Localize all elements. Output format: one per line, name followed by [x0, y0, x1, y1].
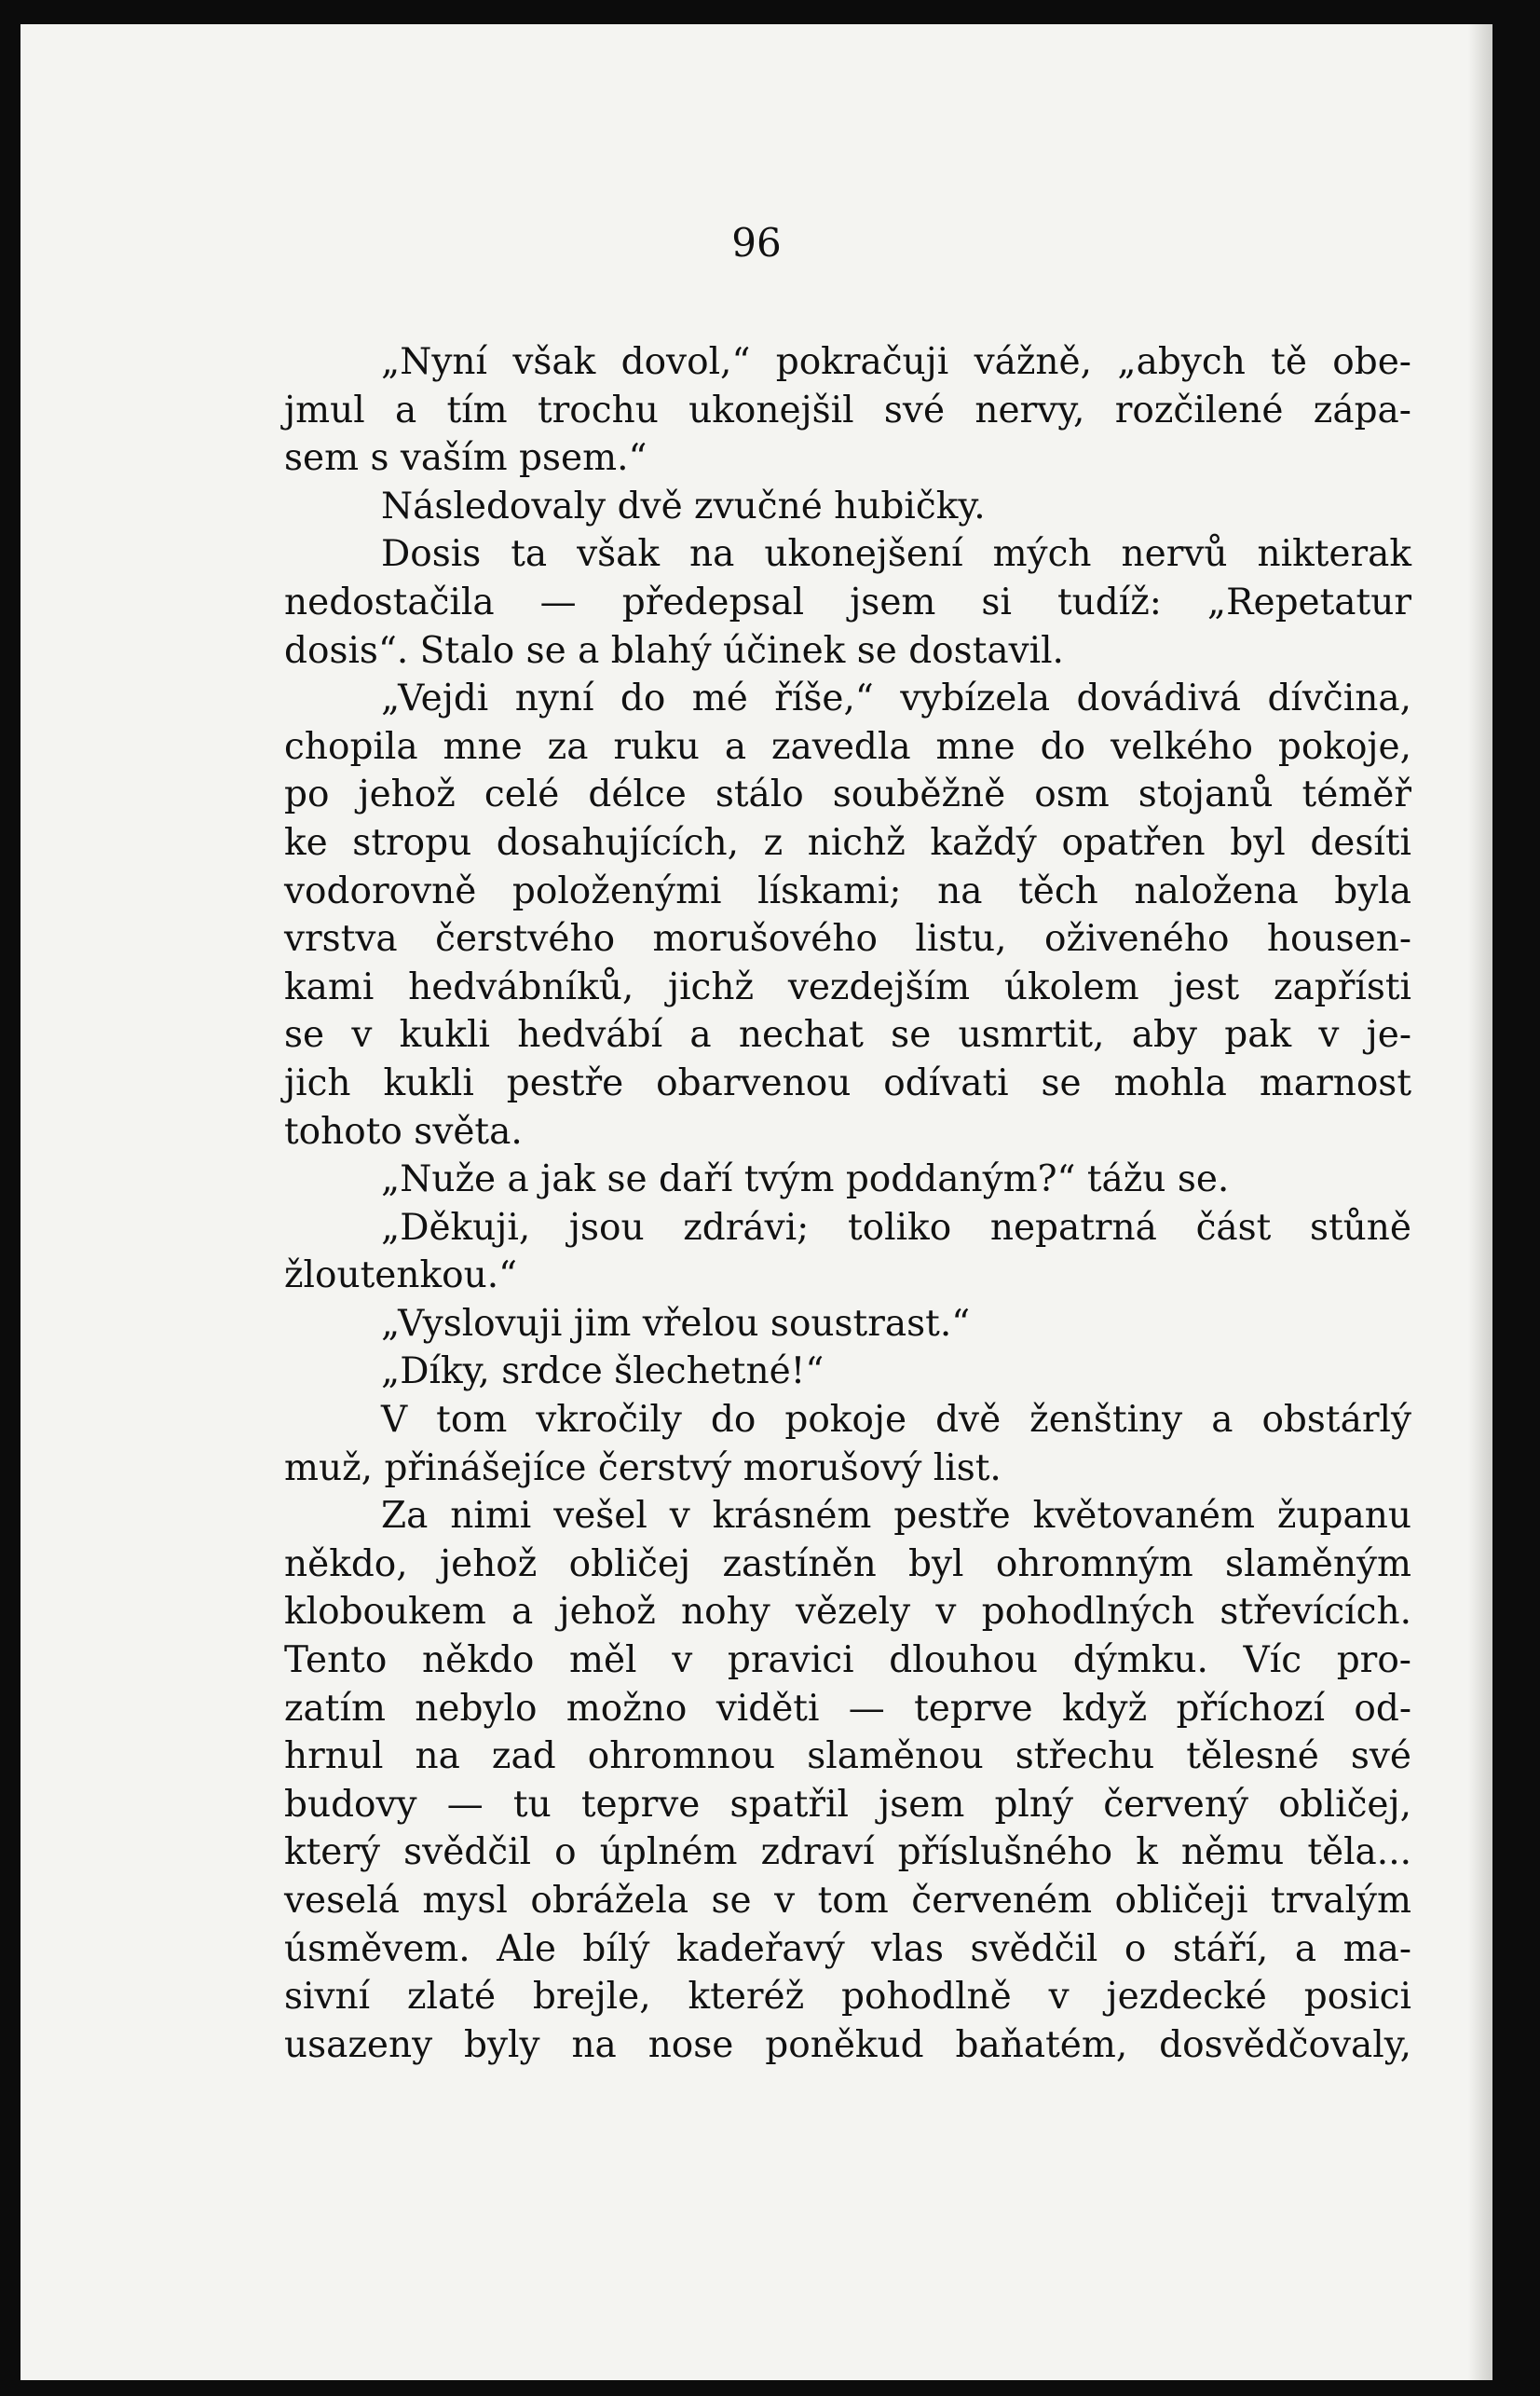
text-line: V tom vkročily do pokoje dvě ženštiny a obstárlý: [381, 1399, 1411, 1442]
text-line: sivní zlaté brejle, kteréž pohodlně v jezdecké posici: [284, 1976, 1411, 2019]
text-line: Tento někdo měl v pravici dlouhou dýmku. Víc pro-: [284, 1639, 1411, 1682]
text-line: po jehož celé délce stálo souběžně osm stojanů téměř: [284, 774, 1411, 816]
text-line: chopila mne za ruku a zavedla mne do velkého pokoje,: [284, 725, 1411, 768]
text-line: hrnul na zad ohromnou slaměnou střechu tělesné své: [284, 1735, 1411, 1778]
text-line: Za nimi vešel v krásném pestře květovaném županu: [381, 1495, 1411, 1538]
text-line: jmul a tím trochu ukonejšil své nervy, rozčilené zápa-: [284, 389, 1411, 431]
text-line: muž, přinášejíce čerstvý morušový list.: [284, 1446, 1002, 1489]
text-line: úsměvem. Ale bílý kadeřavý vlas svědčil o stáří, a ma-: [284, 1927, 1411, 1970]
text-line: zatím nebylo možno viděti — teprve když příchozí od-: [284, 1687, 1411, 1730]
text-line: dosis“. Stalo se a blahý účinek se dostavil.: [284, 629, 1064, 672]
text-line: „Nyní však dovol,“ pokračuji vážně, „abych tě obe-: [381, 341, 1411, 383]
body-text: [284, 338, 1411, 2069]
text-line: sem s vaším psem.“: [284, 437, 647, 480]
text-line: kloboukem a jehož nohy vězely v pohodlných střevících.: [284, 1591, 1411, 1634]
text-line: usazeny byly na nose poněkud baňatém, dosvědčovaly,: [284, 2023, 1411, 2066]
text-line: „Vyslovuji jim vřelou soustrast.“: [381, 1302, 971, 1345]
text-line: budovy — tu teprve spatřil jsem plný červený obličej,: [284, 1783, 1411, 1826]
text-line: „Děkuji, jsou zdrávi; toliko nepatrná část stůně: [381, 1206, 1411, 1249]
text-line: žloutenkou.“: [284, 1254, 518, 1297]
text-line: někdo, jehož obličej zastíněn byl ohromným slaměným: [284, 1542, 1411, 1585]
text-line: Následovaly dvě zvučné hubičky.: [381, 485, 986, 527]
page-edge-shadow: [1468, 24, 1492, 2380]
text-line: se v kukli hedvábí a nechat se usmrtit, aby pak v je-: [284, 1014, 1411, 1057]
text-line: „Nuže a jak se daří tvým poddaným?“ tážu se.: [381, 1158, 1230, 1201]
text-line: vodorovně položenými lískami; na těch naložena byla: [284, 869, 1411, 912]
text-line: tohoto světa.: [284, 1110, 523, 1153]
text-line: vrstva čerstvého morušového listu, oživeného housen-: [284, 918, 1411, 961]
text-line: kami hedvábníků, jichž vezdejším úkolem jest zapřísti: [284, 965, 1411, 1008]
text-line: „Díky, srdce šlechetné!“: [381, 1350, 825, 1393]
text-line: veselá mysl obrážela se v tom červeném obličeji trvalým: [284, 1880, 1411, 1922]
text-line: ke stropu dosahujících, z nichž každý opatřen byl desíti: [284, 821, 1411, 864]
text-line: který svědčil o úplném zdraví příslušného k němu těla...: [284, 1831, 1411, 1874]
text-line: Dosis ta však na ukonejšení mých nervů nikterak: [381, 533, 1411, 576]
page-number: 96: [731, 220, 782, 266]
text-line: nedostačila — předepsal jsem si tudíž: „Repetatur: [284, 581, 1411, 623]
text-line: „Vejdi nyní do mé říše,“ vybízela dovádivá dívčina,: [381, 678, 1411, 720]
text-line: jich kukli pestře obarvenou odívati se mohla marnost: [284, 1061, 1411, 1104]
book-page: [20, 24, 1492, 2380]
